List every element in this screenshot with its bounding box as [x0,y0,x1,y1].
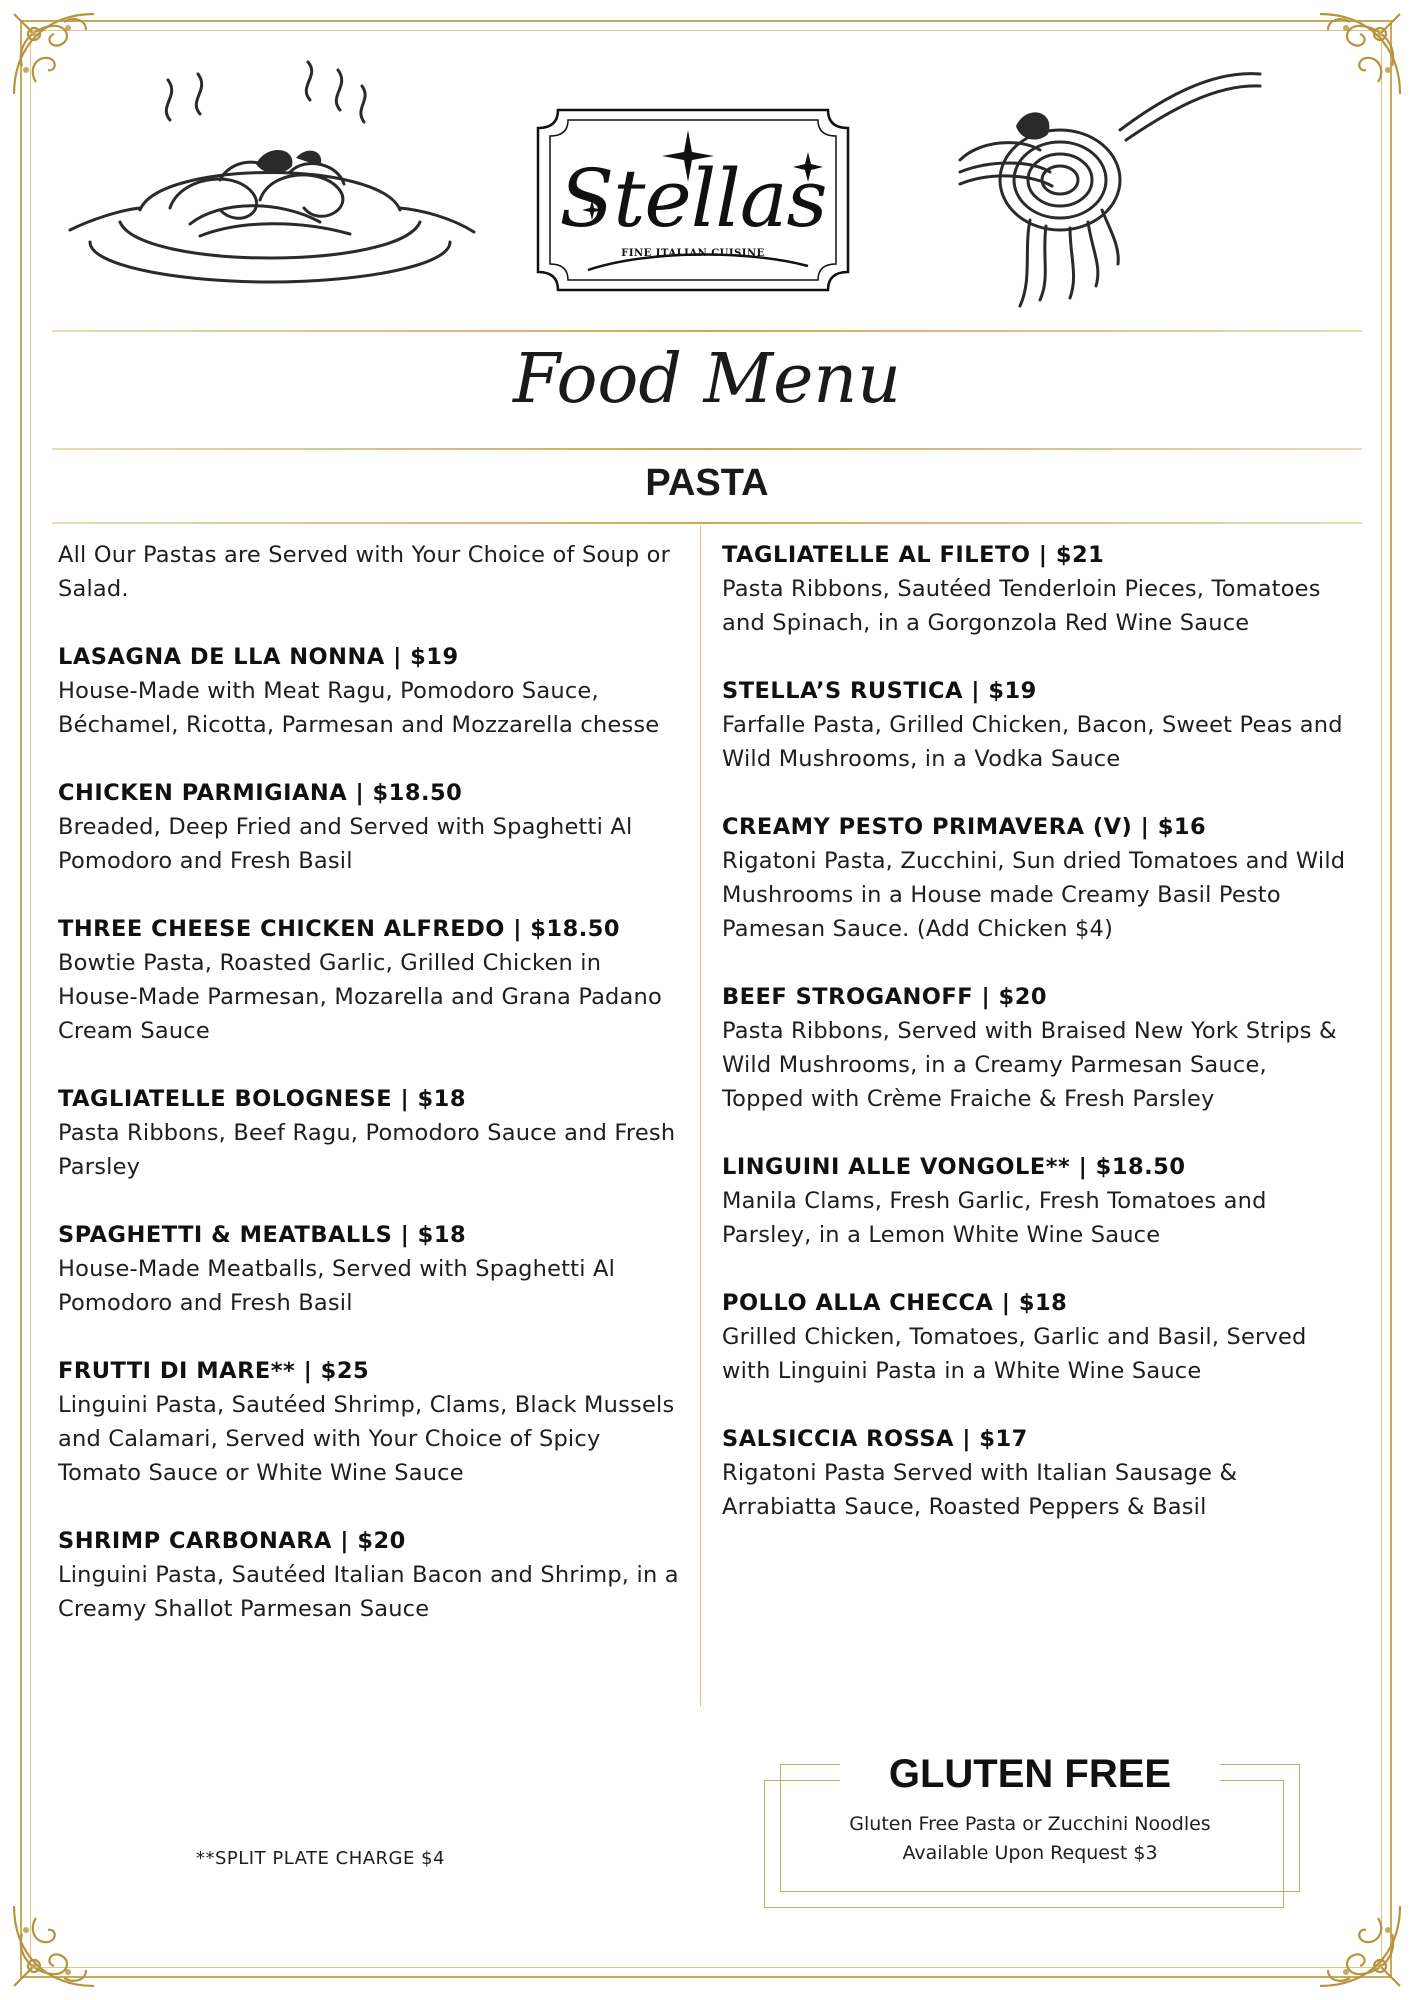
divider [52,448,1362,450]
menu-item [722,538,1350,640]
gluten-free-title: GLUTEN FREE [840,1752,1220,1797]
pasta-bowl-icon [60,60,480,290]
menu-item-name: SHRIMP CARBONARA | $20 [58,1528,406,1554]
menu-item-description: Manila Clams, Fresh Garlic, Fresh Tomatoes and Parsley, in a Lemon White Wine Sauce [722,1188,1267,1248]
divider [52,522,1362,524]
menu-item [58,1354,686,1490]
menu-title: Food Menu [513,340,901,419]
ornament-corner-icon [6,1898,102,1994]
menu-item-name: TAGLIATELLE BOLOGNESE | $18 [58,1086,466,1112]
menu-item-name: FRUTTI DI MARE** | $25 [58,1358,370,1384]
menu-item [722,810,1350,946]
menu-item-name: BEEF STROGANOFF | $20 [722,984,1048,1010]
menu-item-name: SALSICCIA ROSSA | $17 [722,1426,1028,1452]
menu-item-description: Linguini Pasta, Sautéed Shrimp, Clams, Black Mussels and Calamari, Served with Your Choice of Spicy Tomato Sauce or White Wine Sauce [58,1392,675,1486]
intro-text: All Our Pastas are Served with Your Choice of Soup or Salad. [58,542,671,602]
logo-wordmark: Stellas [559,152,827,245]
menu-item-description: Breaded, Deep Fried and Served with Spaghetti Al Pomodoro and Fresh Basil [58,814,633,874]
restaurant-logo [528,100,858,300]
menu-item [58,1524,686,1626]
gluten-free-line: Available Upon Request $3 [902,1842,1158,1864]
menu-column-right [722,538,1350,1558]
menu-item-name: SPAGHETTI & MEATBALLS | $18 [58,1222,467,1248]
menu-item-name: STELLA’S RUSTICA | $19 [722,678,1037,704]
logo-subtitle: FINE ITALIAN CUISINE [621,248,765,259]
menu-item-description: House-Made Meatballs, Served with Spaghetti Al Pomodoro and Fresh Basil [58,1256,616,1316]
menu-item-name: THREE CHEESE CHICKEN ALFREDO | $18.50 [58,916,621,942]
menu-item-description: Pasta Ribbons, Served with Braised New York Strips & Wild Mushrooms, in a Creamy Parmesan Sauce, Topped with Crème Fraiche & Fresh Parsley [722,1018,1337,1112]
menu-item [58,640,686,742]
menu-item-description: Linguini Pasta, Sautéed Italian Bacon and Shrimp, in a Creamy Shallot Parmesan Sauce [58,1562,679,1622]
menu-item [58,776,686,878]
menu-item-name: CREAMY PESTO PRIMAVERA (V) | $16 [722,814,1207,840]
section-title: PASTA [645,462,769,504]
pasta-fork-icon [920,60,1280,310]
menu-item-description: Rigatoni Pasta Served with Italian Sausage & Arrabiatta Sauce, Roasted Peppers & Basil [722,1460,1238,1520]
menu-item-description: House-Made with Meat Ragu, Pomodoro Sauce, Béchamel, Ricotta, Parmesan and Mozzarella chesse [58,678,660,738]
menu-item-description: Pasta Ribbons, Beef Ragu, Pomodoro Sauce and Fresh Parsley [58,1120,676,1180]
menu-item [722,1422,1350,1524]
split-plate-note: **SPLIT PLATE CHARGE $4 [196,1848,446,1869]
menu-item [58,912,686,1048]
menu-item [58,1218,686,1320]
menu-item-name: CHICKEN PARMIGIANA | $18.50 [58,780,463,806]
menu-item-description: Farfalle Pasta, Grilled Chicken, Bacon, Sweet Peas and Wild Mushrooms, in a Vodka Sauce [722,712,1343,772]
menu-item [58,1082,686,1184]
menu-item [722,1150,1350,1252]
gluten-free-line: Gluten Free Pasta or Zucchini Noodles [849,1813,1211,1835]
menu-item-name: TAGLIATELLE AL FILETO | $21 [722,542,1105,568]
column-divider [700,526,701,1706]
menu-item-description: Grilled Chicken, Tomatoes, Garlic and Basil, Served with Linguini Pasta in a White Wine Sauce [722,1324,1307,1384]
menu-item-name: LASAGNA DE LLA NONNA | $19 [58,644,459,670]
menu-item [722,1286,1350,1388]
menu-item-description: Bowtie Pasta, Roasted Garlic, Grilled Chicken in House-Made Parmesan, Mozarella and Grana Padano Cream Sauce [58,950,662,1044]
gluten-free-text [780,1810,1280,1868]
menu-item-description: Rigatoni Pasta, Zucchini, Sun dried Tomatoes and Wild Mushrooms in a House made Creamy Basil Pesto Pamesan Sauce. (Add Chicken $4) [722,848,1346,942]
ornament-corner-icon [1312,6,1408,102]
menu-item [722,980,1350,1116]
menu-item-description: Pasta Ribbons, Sautéed Tenderloin Pieces, Tomatoes and Spinach, in a Gorgonzola Red Wine Sauce [722,576,1321,636]
menu-item-name: LINGUINI ALLE VONGOLE** | $18.50 [722,1154,1186,1180]
ornament-corner-icon [1312,1898,1408,1994]
menu-item [722,674,1350,776]
menu-column-left [58,538,686,1660]
menu-item-name: POLLO ALLA CHECCA | $18 [722,1290,1068,1316]
divider [52,330,1362,332]
